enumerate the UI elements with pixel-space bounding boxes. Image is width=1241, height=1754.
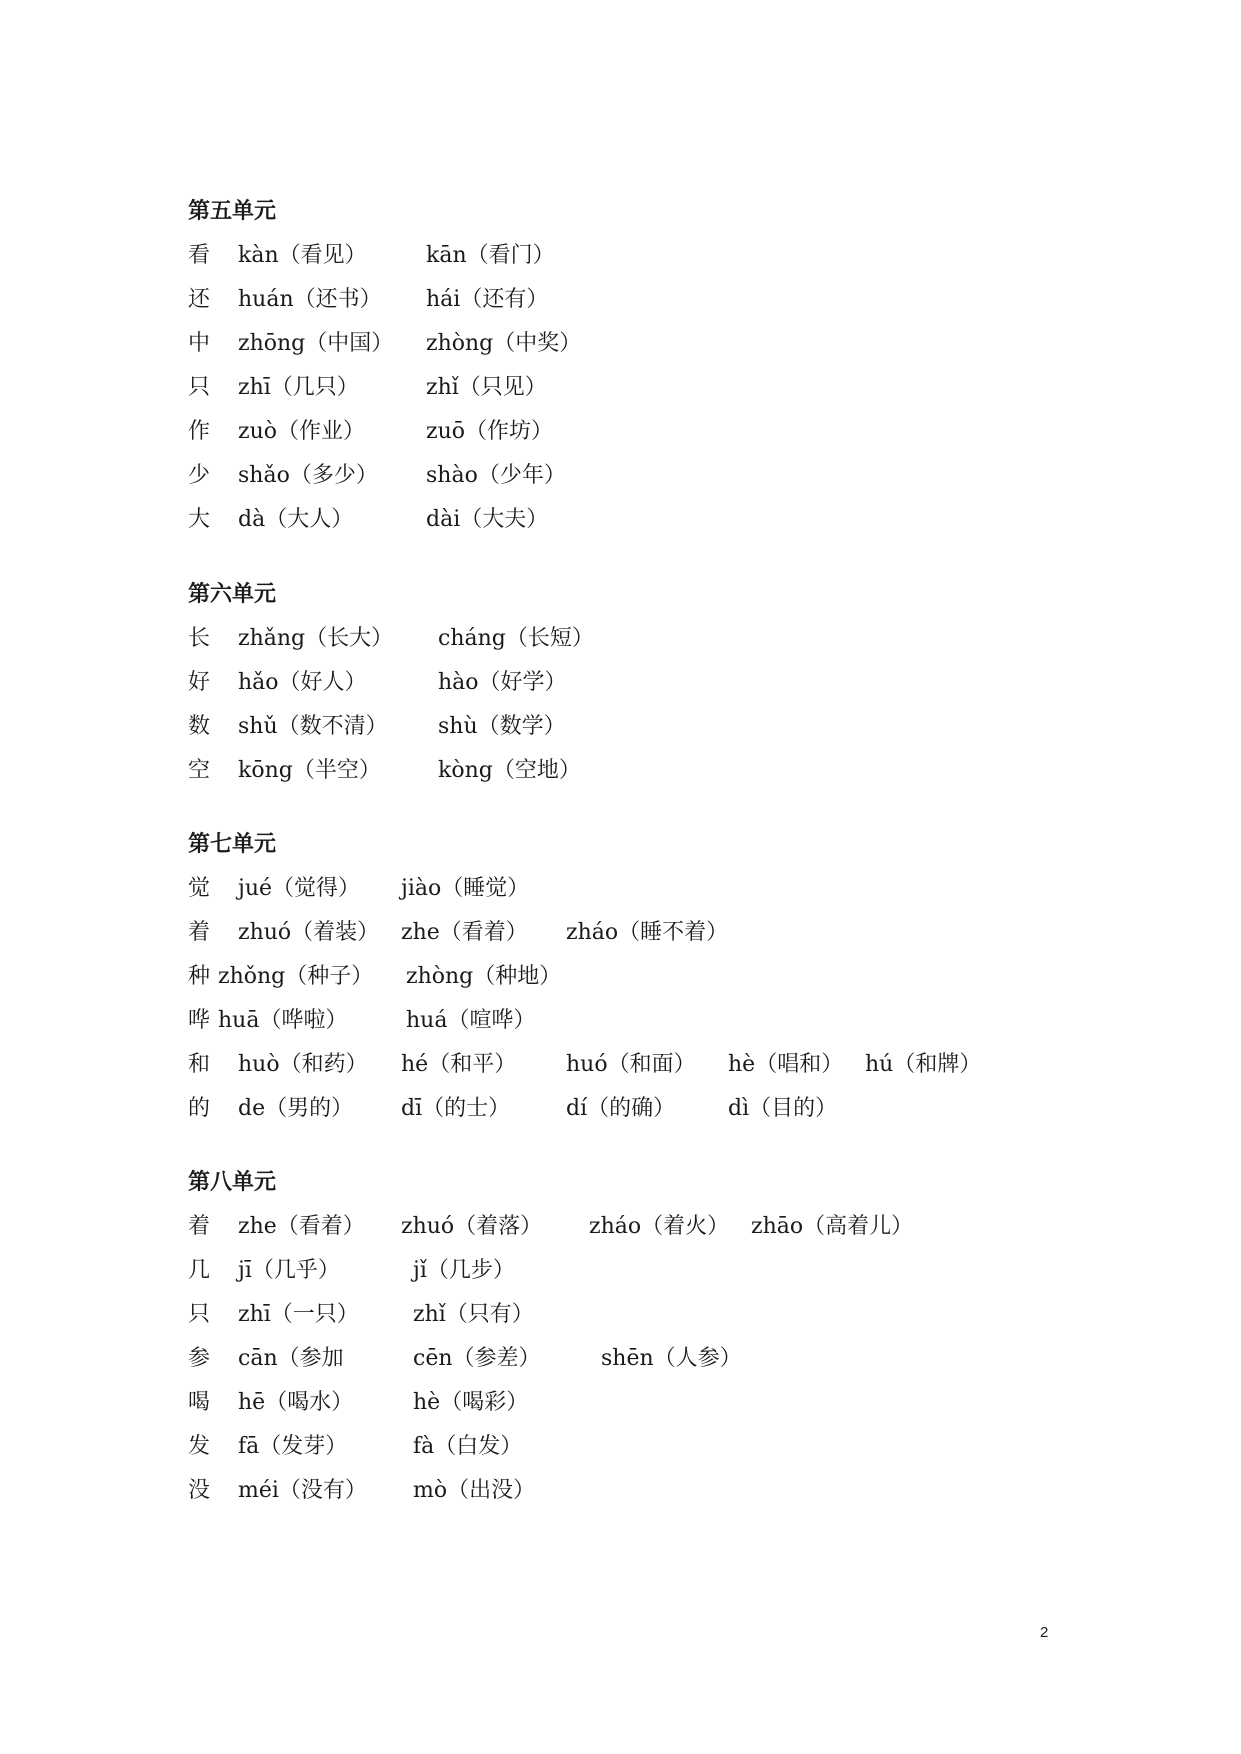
- reading-entry: zhǐ（只见）: [426, 375, 547, 400]
- reading-entry: hú（和牌）: [865, 1052, 982, 1077]
- character: 好: [188, 670, 211, 695]
- reading-entry: zhǎng（长大）: [238, 626, 394, 651]
- polyphone-row: [188, 498, 581, 542]
- reading-entry: huá（喧哗）: [406, 1008, 536, 1033]
- polyphone-row: [188, 1381, 913, 1425]
- polyphone-row: [188, 867, 981, 911]
- unit-7-section: [188, 823, 981, 1131]
- reading-entry: shēn（人参）: [601, 1346, 742, 1371]
- unit-heading: 第六单元: [188, 582, 277, 607]
- reading-entry: hái（还有）: [426, 287, 549, 312]
- unit-heading: 第五单元: [188, 199, 277, 224]
- unit-6-section: [188, 573, 594, 793]
- reading-entry: dí（的确）: [566, 1096, 676, 1121]
- reading-entry: kōng（半空）: [238, 758, 381, 783]
- character: 发: [188, 1434, 211, 1459]
- character: 长: [188, 626, 211, 651]
- character: 参: [188, 1346, 211, 1371]
- reading-entry: shù（数学）: [438, 714, 566, 739]
- reading-entry: zhī（一只）: [238, 1302, 359, 1327]
- reading-entry: huò（和药）: [238, 1052, 368, 1077]
- polyphone-row: [188, 661, 594, 705]
- polyphone-row: [188, 911, 981, 955]
- reading-entry: huó（和面）: [566, 1052, 696, 1077]
- reading-entry: méi（没有）: [238, 1478, 367, 1503]
- reading-entry: hào（好学）: [438, 670, 567, 695]
- unit-8-section: [188, 1161, 913, 1513]
- reading-entry: zhǐ（只有）: [413, 1302, 534, 1327]
- reading-entry: zhuó（着落）: [401, 1214, 543, 1239]
- reading-entry: dì（目的）: [728, 1096, 838, 1121]
- polyphone-row: [188, 1425, 913, 1469]
- character: 着: [188, 920, 211, 945]
- reading-entry: hè（喝彩）: [413, 1390, 529, 1415]
- character: 种: [188, 964, 211, 989]
- reading-entry: zhī（几只）: [238, 375, 359, 400]
- character: 喝: [188, 1390, 211, 1415]
- reading-entry: hè（唱和）: [728, 1052, 844, 1077]
- reading-entry: kòng（空地）: [438, 758, 581, 783]
- polyphone-row: [188, 1293, 913, 1337]
- character: 着: [188, 1214, 211, 1239]
- unit-heading: 第七单元: [188, 832, 277, 857]
- polyphone-row: [188, 955, 981, 999]
- polyphone-row: [188, 1043, 981, 1087]
- reading-entry: zhōng（中国）: [238, 331, 394, 356]
- reading-entry: zhuó（着装）: [238, 920, 380, 945]
- reading-entry: fà（白发）: [413, 1434, 523, 1459]
- reading-entry: jiào（睡觉）: [401, 876, 530, 901]
- character: 少: [188, 463, 211, 488]
- reading-entry: zuò（作业）: [238, 419, 366, 444]
- reading-entry: jué（觉得）: [238, 876, 361, 901]
- polyphone-row: [188, 234, 581, 278]
- character: 几: [188, 1258, 211, 1283]
- polyphone-row: [188, 322, 581, 366]
- reading-entry: zhòng（种地）: [406, 964, 562, 989]
- page-number: 2: [1040, 1624, 1049, 1641]
- reading-entry: cháng（长短）: [438, 626, 594, 651]
- reading-entry: hé（和平）: [401, 1052, 517, 1077]
- reading-entry: huán（还书）: [238, 287, 382, 312]
- reading-entry: dà（大人）: [238, 507, 354, 532]
- reading-entry: cān（参加: [238, 1346, 344, 1371]
- unit-heading: 第八单元: [188, 1170, 277, 1195]
- reading-entry: shào（少年）: [426, 463, 566, 488]
- reading-entry: dài（大夫）: [426, 507, 549, 532]
- polyphone-row: [188, 749, 594, 793]
- reading-entry: zháo（着火）: [589, 1214, 730, 1239]
- reading-entry: fā（发芽）: [238, 1434, 348, 1459]
- reading-entry: jǐ（几步）: [413, 1258, 515, 1283]
- polyphone-row: [188, 278, 581, 322]
- reading-entry: shǎo（多少）: [238, 463, 378, 488]
- polyphone-row: [188, 1087, 981, 1131]
- reading-entry: huā（哗啦）: [218, 1008, 348, 1033]
- polyphone-row: [188, 1469, 913, 1513]
- character: 和: [188, 1052, 211, 1077]
- reading-entry: zhe（看着）: [401, 920, 528, 945]
- character: 空: [188, 758, 211, 783]
- polyphone-row: [188, 705, 594, 749]
- polyphone-row: [188, 1337, 913, 1381]
- character: 觉: [188, 876, 211, 901]
- reading-entry: hǎo（好人）: [238, 670, 367, 695]
- reading-entry: cēn（参差）: [413, 1346, 541, 1371]
- character: 只: [188, 1302, 211, 1327]
- character: 大: [188, 507, 211, 532]
- polyphone-row: [188, 366, 581, 410]
- reading-entry: mò（出没）: [413, 1478, 536, 1503]
- reading-entry: zháo（睡不着）: [566, 920, 729, 945]
- character: 中: [188, 331, 211, 356]
- reading-entry: zhǒng（种子）: [218, 964, 374, 989]
- reading-entry: dī（的士）: [401, 1096, 511, 1121]
- character: 只: [188, 375, 211, 400]
- polyphone-row: [188, 1249, 913, 1293]
- reading-entry: zhāo（高着儿）: [751, 1214, 914, 1239]
- character: 哗: [188, 1008, 211, 1033]
- reading-entry: zuō（作坊）: [426, 419, 554, 444]
- character: 还: [188, 287, 211, 312]
- reading-entry: zhòng（中奖）: [426, 331, 582, 356]
- reading-entry: kàn（看见）: [238, 243, 367, 268]
- reading-entry: shǔ（数不清）: [238, 714, 388, 739]
- reading-entry: zhe（看着）: [238, 1214, 365, 1239]
- character: 数: [188, 714, 211, 739]
- polyphone-row: [188, 410, 581, 454]
- polyphone-row: [188, 999, 981, 1043]
- polyphone-row: [188, 1205, 913, 1249]
- character: 没: [188, 1478, 211, 1503]
- character: 的: [188, 1096, 211, 1121]
- reading-entry: hē（喝水）: [238, 1390, 354, 1415]
- unit-5-section: [188, 190, 581, 542]
- reading-entry: jī（几乎）: [238, 1258, 340, 1283]
- character: 作: [188, 419, 211, 444]
- reading-entry: de（男的）: [238, 1096, 354, 1121]
- reading-entry: kān（看门）: [426, 243, 555, 268]
- polyphone-row: [188, 454, 581, 498]
- polyphone-row: [188, 617, 594, 661]
- character: 看: [188, 243, 211, 268]
